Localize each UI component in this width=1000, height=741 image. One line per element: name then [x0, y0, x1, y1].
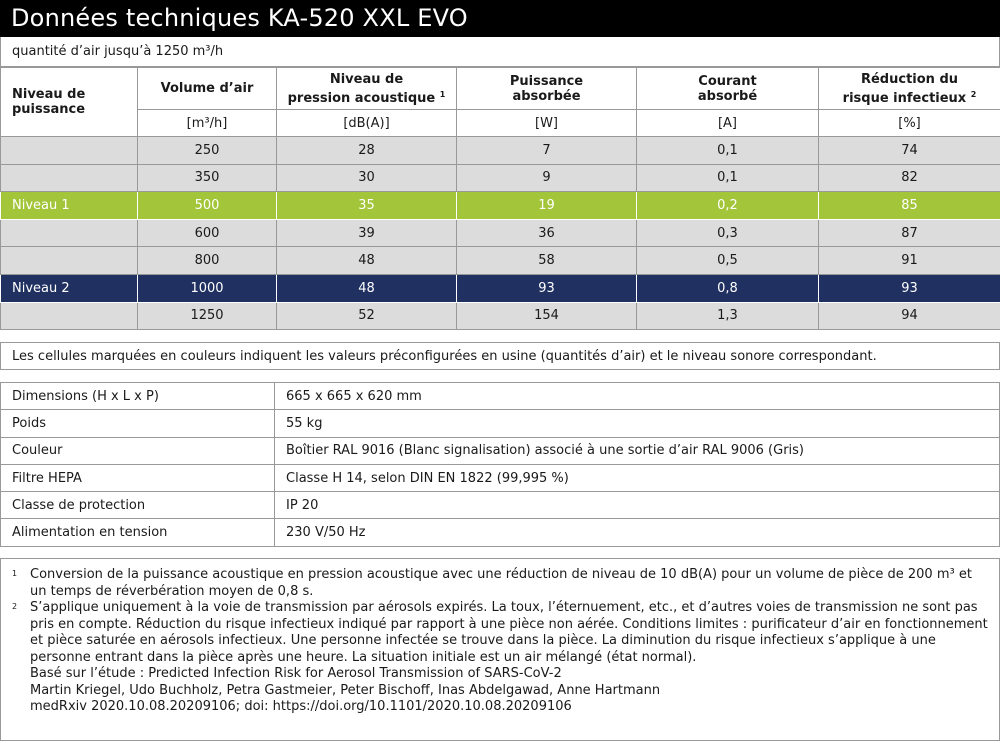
spec-key: Alimentation en tension	[1, 519, 275, 546]
spec-row	[1, 410, 1000, 437]
header-air-volume: Volume d’air	[138, 68, 277, 110]
spec-value: IP 20	[275, 492, 1000, 519]
spec-key: Couleur	[1, 437, 275, 464]
page-title: Données techniques KA-520 XXL EVO	[0, 0, 1000, 37]
table-row: 1250 52 154 1,3 94	[1, 302, 1000, 330]
unit-cell: [A]	[637, 110, 819, 137]
header-sound-pressure: Niveau de pression acoustique $^1$	[277, 68, 457, 110]
study-doi: medRxiv 2020.10.08.20209106; doi: https://doi.org/10.1101/2020.10.08.20209106	[30, 699, 572, 714]
specifications-table	[0, 382, 1000, 547]
spec-row	[1, 383, 1000, 410]
spec-value: 55 kg	[275, 410, 1000, 437]
spec-key: Dimensions (H x L x P)	[1, 383, 275, 410]
spec-key: Classe de protection	[1, 492, 275, 519]
footnote-text: S’applique uniquement à la voie de transmission par aérosols expirés. La toux, l’éternuement, etc., et d’autres voies de transmission ne sont pas pris en compte. Réduction du risque infectieux indiqué par rapport à une pièce non aérée. Conditions limites : purificateur d’air en fonctionnement et pièce saturée en aérosols infectieux. Une personne infectée se trouve dans la pièce. La diminution du risque infectieux s’applique à une personne entrant dans la pièce après une heure. La situation initiale est un air mélangé (état normal).	[30, 600, 988, 665]
technical-data-table	[0, 67, 1000, 330]
spec-row	[1, 464, 1000, 491]
study-authors: Martin Kriegel, Udo Buchholz, Petra Gastmeier, Peter Bischoff, Inas Abdelgawad, Anne Hartmann	[30, 682, 661, 698]
spec-key: Poids	[1, 410, 275, 437]
unit-cell: [m³/h]	[138, 110, 277, 137]
spec-row	[1, 519, 1000, 546]
table-row: 800 48 58 0,5 91	[1, 247, 1000, 275]
table-row: 350 30 9 0,1 82	[1, 164, 1000, 192]
color-legend-note: Les cellules marquées en couleurs indiquent les valeurs préconfigurées en usine (quantités d’air) et le niveau sonore correspondant.	[0, 342, 1000, 370]
footnote-2	[12, 600, 989, 666]
table-row-level-2: Niveau 2 1000 48 93 0,8 93	[1, 274, 1000, 302]
footnote-1	[12, 567, 989, 600]
header-power-consumption: Puissance absorbée	[457, 68, 637, 110]
spec-value: Boîtier RAL 9016 (Blanc signalisation) associé à une sortie d’air RAL 9006 (Gris)	[275, 437, 1000, 464]
unit-cell: [dB(A)]	[277, 110, 457, 137]
header-infection-risk-reduction: Réduction du risque infectieux $^2$	[819, 68, 1000, 110]
spec-value: Classe H 14, selon DIN EN 1822 (99,995 %)	[275, 464, 1000, 491]
spec-row	[1, 437, 1000, 464]
footnote-number: 1	[12, 569, 18, 578]
header-current: Courant absorbé	[637, 68, 819, 110]
spec-key: Filtre HEPA	[1, 464, 275, 491]
footnote-text: Conversion de la puissance acoustique en pression acoustique avec une réduction de niveau de 10 dB(A) pour un volume de pièce de 200 m³ et un temps de réverbération moyen de 0,8 s.	[30, 567, 972, 599]
footnote-number: 2	[12, 602, 18, 611]
table-header-row	[1, 68, 1000, 110]
spec-value: 230 V/50 Hz	[275, 519, 1000, 546]
table-row: 600 39 36 0,3 87	[1, 219, 1000, 247]
spec-row	[1, 492, 1000, 519]
spec-value: 665 x 665 x 620 mm	[275, 383, 1000, 410]
header-power-level: Niveau de puissance	[1, 68, 138, 137]
table-units-row	[1, 110, 1000, 137]
unit-cell: [W]	[457, 110, 637, 137]
table-row-level-1: Niveau 1 500 35 19 0,2 85	[1, 192, 1000, 220]
table-row: 250 28 7 0,1 74	[1, 137, 1000, 165]
page-subtitle: quantité d’air jusqu’à 1250 m³/h	[0, 37, 1000, 67]
footnotes	[0, 558, 1000, 741]
study-reference: Basé sur l’étude : Predicted Infection Risk for Aerosol Transmission of SARS-CoV-2	[30, 666, 562, 681]
unit-cell: [%]	[819, 110, 1000, 137]
